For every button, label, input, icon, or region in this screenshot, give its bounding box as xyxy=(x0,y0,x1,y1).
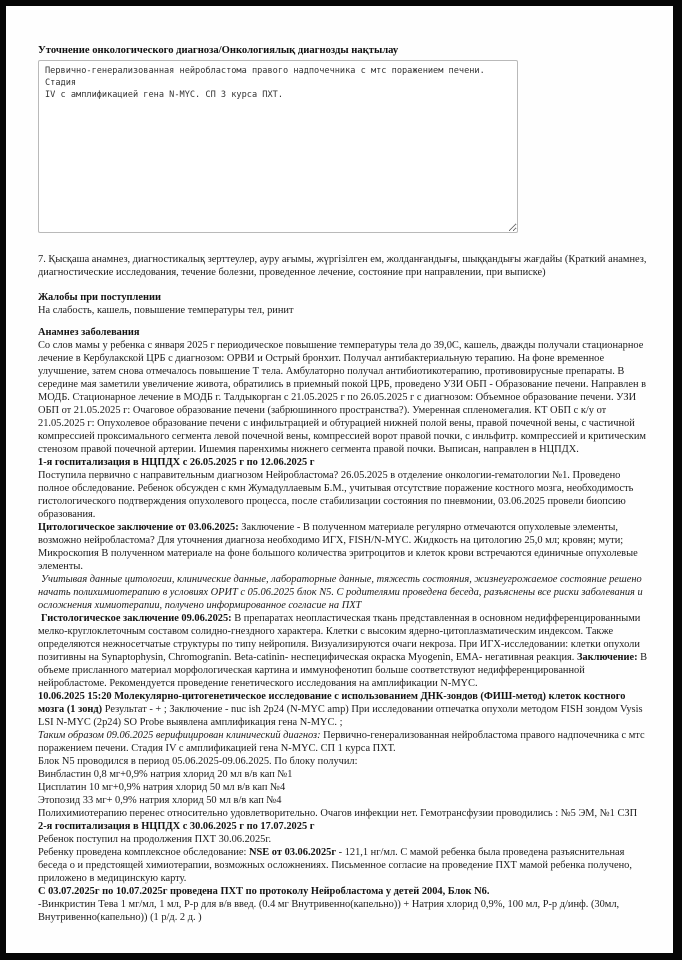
verified-diagnosis-text: Первично-генерализованная нейробластома правого надпочечника с мтс поражением печени. Стадия IV с амплификацией гена N-MYC. СП 1 курса ПХТ. xyxy=(38,730,645,754)
page-content xyxy=(6,6,676,924)
fish-paragraph xyxy=(38,690,650,729)
diagnosis-clarification-label: Уточнение онкологического диагноза/Онкологиялық диагнозды нақтылау xyxy=(38,45,399,56)
pht-protocol-heading: С 03.07.2025г по 10.07.2025г проведена ПХТ по протоколу Нейробластома у детей 2004, Блок N6. xyxy=(38,886,490,897)
nse-label: NSE от 03.06.2025г xyxy=(249,847,337,858)
block5-drug-3: Этопозид 33 мг+ 0,9% натрия хлорид 50 мл в/в кап №4 xyxy=(38,795,282,806)
histology-text-before: В препаратах неопластическая ткань представленная в основном недифференцированными мелко-круглоклеточным составом солидно-гнездного характера. Клетки с высоким ядерно-цитоплазматическим индексом. Также определяются нежносетчатые структуры по типу нейропиля. Визуализируются очаги некроза. При ИГХ-исследовании: клетки опухоли позитивны на Synaptophysin, Chromogranin. Beta-catinin- неспецифическая окраска Myogenin, EMA- негативная реакция. xyxy=(38,613,641,663)
complaints-text: На слабость, кашель, повышение температуры тел, ринит xyxy=(38,305,294,316)
histology-conclusion-label: Заключение: xyxy=(577,652,638,663)
block5-outcome: Полихимиотерапию перенес относительно удовлетворительно. Очагов инфекции нет. Гемотрансфузии проводились : №5 ЭМ, №1 СЗП xyxy=(38,808,638,819)
histology-heading: Гистологическое заключение 09.06.2025: xyxy=(41,613,232,624)
nse-pre-text: Ребенку проведена комплексное обследование: xyxy=(38,847,249,858)
complaints-heading: Жалобы при поступлении xyxy=(38,292,161,303)
hospitalization2-heading: 2-я госпитализация в НЦПДХ с 30.06.2025 г по 17.07.2025 г xyxy=(38,821,315,832)
hospitalization2-line1: Ребенок поступил на продолжения ПХТ 30.06.2025г. xyxy=(38,834,272,845)
hospitalization1-heading: 1-я госпитализация в НЦПДХ с 26.05.2025 г по 12.06.2025 г xyxy=(38,457,315,468)
fish-text: Результат - + ; Заключение - nuc ish 2p24 (N-MYC amp) При исследовании отпечатка опухоли методом FISH зондом Vysis LSI N-MYC (2p24) SO Probe выявлена амплификация гена N-MYC. ; xyxy=(38,704,643,728)
treatment-decision-note: Учитывая данные цитологии, клинические данные, лабораторные данные, тяжесть состояния, жизнеугрожаемое состояние решено начать полихимиотерапию в условиях ОРИТ с 05.06.2025 блок N5. С родителями проведена беседа, разъяснены все риски заболевания и осложнения химиотерапии, получено информированное согласие на ПХТ xyxy=(38,574,643,611)
block5-drug-1: Винбластин 0,8 мг+0,9% натрия хлорид 20 мл в/в кап №1 xyxy=(38,769,293,780)
cytology-heading: Цитологическое заключение от 03.06.2025: xyxy=(38,522,239,533)
fish-heading: 10.06.2025 15:20 Молекулярно-цитогенетическое исследование с использованием ДНК-зондов (ФИШ-метод) клеток костного мозга (1 зонд) xyxy=(38,691,626,715)
verified-diagnosis-lead: Таким образом 09.06.2025 верифицирован клинический диагноз: xyxy=(38,730,321,741)
nse-post-text: - 121,1 нг/мл. С мамой ребенка была проведена разъяснительная беседа о и предстоящей химиотерапии, возможных осложнениях. Письменное согласие на проведение ПХТ мамой ребенка получено, приложено в медицинскую карту. xyxy=(38,847,632,884)
histology-paragraph xyxy=(38,612,650,690)
histology-text-after: В объеме присланного материал морфологическая картина и иммунофенотип больше соответствуют недифференцированной нейробластоме. Рекомендуется проведение генетического исследования на амплификации N-MYC. xyxy=(38,652,648,689)
anamnesis-heading: Анамнез заболевания xyxy=(38,327,140,338)
block5-drug-2: Цисплатин 10 мг+0,9% натрия хлорид 50 мл в/в кап №4 xyxy=(38,782,286,793)
block5-intro: Блок N5 проводился в период 05.06.2025-09.06.2025. По блоку получил: xyxy=(38,756,358,767)
hospitalization2-line2 xyxy=(38,846,650,885)
section7-anamnesis-instruction: 7. Қысқаша анамнез, диагностикалық зерттеулер, ауру ағымы, жүргізілген ем, жолданғандығы, шыққандығы жағдайы (Краткий анамнез, диагностические исследования, течение болезни, проведенное лечение, состояние при направлении, при выписке) xyxy=(38,254,647,278)
hospitalization1-text: Поступила первично с направительным диагнозом Нейробластома? 26.05.2025 в отделение онкологии-гематологии №1. Проведено полное обследование. Ребенок обсужден с кмн Жумадуллаевым Б.М., учитывая отсутствие поражение костного мозга, необходимость гистологического подтверждения опухолевого процесса, после стабилизации состояния по пневмонии, 03.06.2025 провели биопсию образования. xyxy=(38,470,634,520)
cytology-text: Заключение - В полученном материале регулярно отмечаются опухолевые элементы, возможно нейробластома? Для уточнения диагноза необходимо ИГХ, FISH/N-MYC. Жидкость на цитологию 25,0 мл; кровян; мути; Микроскопия В полученном материале на фоне большого количества эритроцитов и клеток крови встречаются единичные опухолевые элементы. xyxy=(38,522,638,572)
cytology-paragraph xyxy=(38,521,650,573)
pht-drug-line: -Винкристин Тева 1 мг/мл, 1 мл, Р-р для в/в введ. (0.4 мг Внутривенно(капельно)) + Натрия хлорид 0,9%, 100 мл, Р-р д/инф. (30мл, Внутривенно(капельно)) (1 р/д. 2 д. ) xyxy=(38,899,620,923)
anamnesis-text: Со слов мамы у ребенка с января 2025 г периодическое повышение температуры тела до 39,0С, кашель, дважды получали стационарное лечение в Кербулакской ЦРБ с диагнозом: ОРВИ и Острый бронхит. Получал антибактериальную терапию. На фоне временное улучшение, затем снова отмечалось повышение Т тела. Амбулаторно получал антибиотикотерапию, противовирусные препараты. В середине мая заметили увеличение живота, обратились в приемный покой ЦРБ, проведено УЗИ ОБП - Образование печени. Направлен в МОДБ. Стационарное лечение в МОДБ г. Талдыкорган с 21.05.2025 г по 26.05.2025 г с диагнозом: Объемное образование печени. УЗИ ОБП от 21.05.2025 г: Очаговое образование печени (забрюшинного пространства?). Умеренная спленомегалия. КТ ОБП с к/у от 21.05.2025 г: Опухолевое образование печени с инфильтрацией и обтурацией нижней полой вены, правой почечной вены, с частичной компрессией проксимального сегмента левой почечной вены, компрессией ворот правой почки, с инльфитр. компрессией и критическим стенозом правой почечной артерии. Ишемия паренхимы нижнего сегмента правой почки. Выписан, направлен в НЦПДХ. xyxy=(38,340,647,455)
diagnosis-textarea[interactable] xyxy=(38,60,518,233)
verified-diagnosis-paragraph xyxy=(38,729,650,755)
